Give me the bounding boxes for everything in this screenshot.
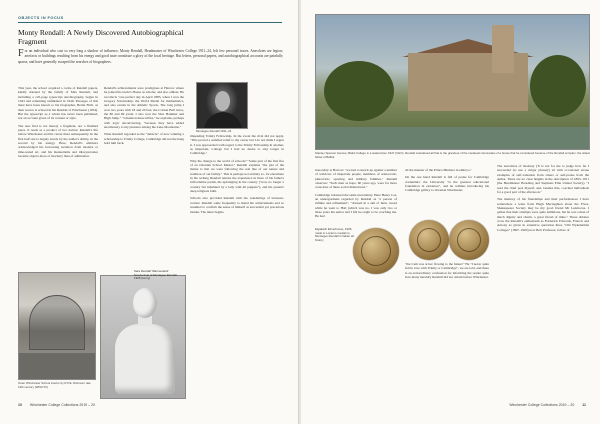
painting-tower	[492, 25, 514, 73]
bust-photo	[100, 275, 186, 399]
painting-water	[316, 127, 589, 149]
page-number: 10	[18, 403, 22, 407]
medal-rim	[457, 228, 481, 252]
painting-caption: Stanley Spencer Avenue; Baliol College in a watercolour 1947 (CHO). Rendall maintained all that in the grandeur of the medieval colonnades of a house that he considered became of the Rendall complex: the oldest fellow of Balliol.	[315, 151, 590, 159]
college-painting	[315, 14, 590, 150]
painting-tree	[530, 55, 586, 117]
column-1	[18, 86, 98, 268]
drop-cap: F	[18, 48, 24, 59]
left-folio	[18, 403, 95, 407]
medal-caption: Elgiabeth Elmerhouse, 1905, made in Locarno medals to Montague Rendall in Italian art history	[315, 227, 355, 242]
school-arch	[29, 295, 85, 350]
intro-text: or an individual who cast so very long a shadow of influence, Monty Rendall, Headmaster of Winchester College 1911–24, left few personal traces. Anecdotes are legion; artefacts or buildings resulting from his energy and good taste constitute a glory of the local heritage. But letters, personal papers, and autobiographical accounts are painfully sparse, and have generally escaped the searches of biographers.	[18, 49, 283, 64]
paragraph: The new find is not merely a fragment, nor a finished piece. It reads as a product of two halves: Rendall's life before Winchester and his career there subsequently. In the first half one is largely struck by the author's ability, in the second by his energy. Here, Rendall's admirers acknowledged his increasing isolation from modern or time-tested art, and his mannerisms and idiosyncrasies became objects more of mockery than of admiration.	[18, 123, 98, 159]
paragraph: Why the change to the world of schools? "Some part of the first fire of an Oxonian School Master," Rendall explains "the gist of the matter is that we were following the real line of our nature and tradition of our family." This is perhaps not entirely so, for elsewhere in his writing Rendall returns the experience in lines of his father's Oxfordshire parish, his upbringing in the country ("now no longer a country but inhabited by a lady with 40 puppies"), and his parents' deep religious faith.	[190, 158, 284, 194]
right-column-3	[405, 262, 489, 394]
article-title: Monty Rendall: A Newly Discovered Autobiographical Fragment	[18, 28, 184, 46]
school-caption: Outer Winchester School interior by R.P.E. Rickman; late 19th century (WINCTC)	[18, 381, 91, 389]
school-floor	[19, 353, 95, 379]
article-intro	[18, 49, 283, 65]
page-number: 11	[582, 403, 586, 407]
paragraph: The memory of his friendships and their performances I have somewhere a letter from Hugh Macnaghten about the Fives. Shakespeare Society may be my good friend Mr Lenmocus. I gather that their attempts were quite ambitious, but he was a man of much dignity and charm, a great friend of mine." These debates cross the Rendall's enthusiasm as Frederick Edwards, Francis and Antony as given in extensive quotation three "Old Wykehamist Collages" (1897–1900) now Bolt Professor, fellow of	[497, 197, 589, 232]
right-column-1	[315, 168, 397, 394]
bust-chest	[115, 324, 175, 394]
right-folio	[509, 403, 586, 407]
medal-image	[353, 228, 399, 274]
paragraph: This year, the school acquired a cache of Rendall papers, kindly donated by the family of Max Rendall, and including a 125-page typescript autobiography, begun in 1943 and remaining unfinished in 1949. Passages of this must have been known to his biographer, Bertie Firth, as their source is echoed in his Rendall of Winchester (1954). But the typescript as a whole has never been published, nor an account given of its content or style.	[18, 86, 98, 121]
portrait-face	[215, 91, 230, 111]
portrait-photo	[196, 82, 248, 129]
paragraph: all the manner of the Prince Minister in embryo."	[405, 168, 472, 172]
section-rule	[18, 22, 282, 23]
painting-tree	[324, 61, 394, 121]
right-column-2	[405, 168, 489, 220]
paragraph: Rendall's achievements were prodigious at Harrow where he joined his uncle's House as scholar, and also athlete. He recollects "one perfect day in April 1883, when I won the Gregory Scholarship, the World Medal for mathematics, and also events in the Athletic Sports. The long jump I won two years with 18 and 20 feet, the Cricket Ball twice, the 80 and 99 yards. I also won the Shot Hammer and High Jump." "I mention these trifles," he explains, perhaps with logic unconvincing, "because they have added enormously to my pleasure among the Lake Mountains."	[104, 86, 184, 130]
medal-image	[409, 220, 449, 260]
bust-head	[133, 288, 157, 318]
section-tag: OBJECTS IN FOCUS	[18, 15, 64, 20]
right-column-4	[497, 164, 589, 396]
folio-text: Winchester College Collections 2019 – 20	[29, 403, 95, 407]
folio-text: Winchester College Collections 2019 – 20	[509, 403, 575, 407]
medal-image	[449, 220, 489, 260]
bust-caption: Sara Rendall 'Warmesland' bronze bust of Montague Rendall 1905 (Hurry)	[134, 269, 177, 281]
paragraph: "the Cam was at her flowing to the future!" He "I never quite fell in love with Trinity or Cambridge", we are told, and there is an extraordinary confession for informing the reader quite how many heraldry Rendall did not obtain before Winchester.	[405, 262, 489, 280]
left-page	[0, 0, 299, 424]
paragraph: On the one hand Rendall is full of praise for Cambridge credentials: the University "is the greatest educational foundation in existence", and he relishes introducing his Cambridge gallery to Oxonian Winchester.	[405, 175, 489, 193]
portrait-caption: Montague Rendall 1911–24	[196, 129, 232, 133]
paragraph: What Rendall regarded as the "debacle" of now winning a scholarship to Trinity College, Cambridge did not the hang hold him back.	[104, 132, 184, 146]
medal-rim	[417, 228, 441, 252]
paragraph: impending Trinity Fellowship. In the event the rival did not apply. "This proved a satisfied relief to my career but I do not think I regret it. I was approached with regard to the Trinity Fellowship in another, as important, College but I had no desire to stay longer in Cambridge."	[190, 134, 284, 156]
paragraph: Cambridge bolstered the same uncertainty. Here Henry Ces, an undergraduate regarded by Rendall as "a person of infinite and refinement", "dressed in a suit of hunt, tweed while he went to Hall (which was no, I was only two or three years his senior and I felt he ought to be coaching me. He had	[315, 192, 397, 219]
right-page	[301, 0, 600, 424]
medal-rim	[361, 236, 391, 266]
paragraph: The narratives of modesty ('It is not for me to judge how far I succeeded (to use a vulgar phrase)') sit with occasional strone examples of self-valuation from others or self-praise from the author. There are no clear heights in the description of 1895–1911 (the Headmaster Boarding and Stephens Elite United Society). "I read the chief post myself, and, besides this, coached individuals for a good part of the afternoon."	[497, 164, 589, 195]
column-3	[190, 134, 284, 396]
portrait-shoulders	[204, 112, 242, 129]
paragraph: Schools also provided Rendall with the wanderings of between-contest. Rendall some frequently to mend his achievements and so resumed to confirm the sense of himself as successful yet precarious insider. The inner begins.	[190, 196, 284, 214]
paragraph: honorably at Harrow: "we had to knock up against a number of windows of important people, members of aristocratic, plutocratic, sporting and military families." Rendall observes: "Such men as hope, 60 years ago, were far more conscious of these social distinctions."	[315, 168, 397, 190]
school-interior-photo	[18, 272, 96, 380]
column-2	[104, 86, 184, 232]
